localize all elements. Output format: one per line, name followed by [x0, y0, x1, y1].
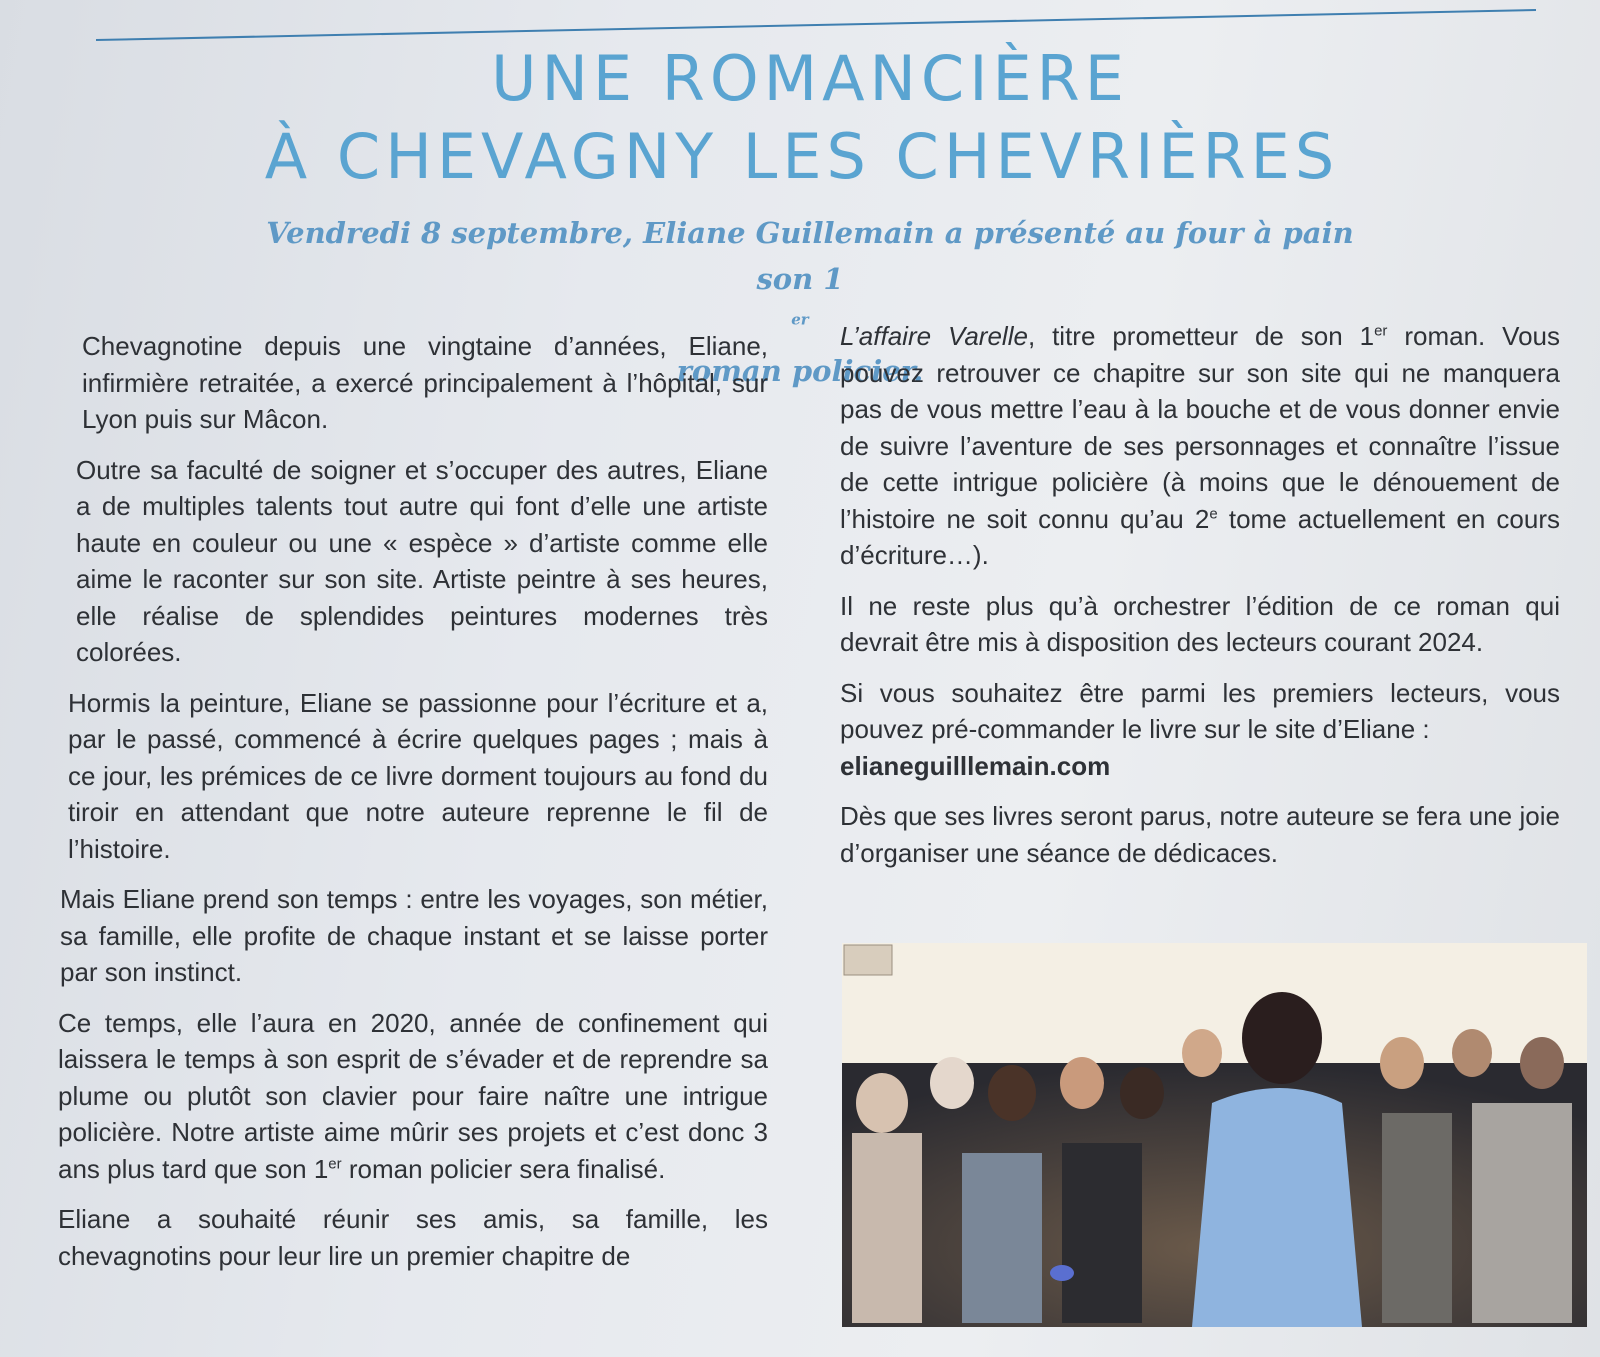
- paragraph-novel-title: [840, 318, 1560, 574]
- title-line-2: À CHEVAGNY LES CHEVRIÈRES: [264, 120, 1340, 193]
- right-column: [840, 318, 1560, 885]
- paragraph-preorder: [840, 675, 1560, 785]
- paragraph-reunion: Eliane a souhaité réunir ses amis, sa famille, les chevagnotins pour leur lire un premier chapitre de: [58, 1204, 768, 1271]
- ordinal-superscript: er: [328, 1154, 342, 1172]
- ordinal-superscript: er: [1374, 322, 1388, 340]
- paragraph-intro: Chevagnotine depuis une vingtaine d’années, Eliane, infirmière retraitée, a exercé principalement à l’hôpital, sur Lyon puis sur Mâcon.: [82, 331, 768, 434]
- title-line-1: UNE ROMANCIÈRE: [491, 42, 1129, 115]
- paragraph-writing: Hormis la peinture, Eliane se passionne pour l’écriture et a, par le passé, commencé à écrire quelques pages ; mais à ce jour, les prémices de ce livre dorment toujours au fond du tiroir en attendant que notre auteure reprenne le fil de l’histoire.: [68, 687, 768, 864]
- article-title: [0, 40, 1600, 196]
- ordinal-superscript: e: [1209, 504, 1218, 522]
- website-link[interactable]: elianeguilllemain.com: [840, 750, 1111, 781]
- photo-illustration: [842, 943, 1587, 1327]
- paragraph-novel-c: tome actuellement en cours d’écriture…).: [840, 503, 1560, 570]
- paragraph-confinement-end: roman policier sera finalisé.: [341, 1153, 666, 1184]
- paragraph-edition: Il ne reste plus qu’à orchestrer l’édition de ce roman qui devrait être mis à disposition des lecteurs courant 2024.: [840, 590, 1560, 657]
- novel-title: L’affaire Varelle: [840, 321, 1028, 351]
- paragraph-confinement-start: Ce temps, elle l’aura en 2020, année de confinement qui laissera le temps à son esprit de s’évader et de reprendre sa plume ou plutôt son clavier pour faire naître une intrigue policière. Notre artiste aime mûrir ses projets et c’est donc 3 ans plus tard que son 1: [58, 1007, 768, 1184]
- paragraph-novel-a: , titre prometteur de son 1: [1027, 321, 1375, 351]
- subtitle-line-1: Vendredi 8 septembre, Eliane Guillemain a présenté au four à pain: [266, 216, 1354, 250]
- subtitle-line-2-start: son 1: [756, 262, 844, 296]
- left-column: [58, 328, 768, 1288]
- event-photo: [842, 943, 1587, 1327]
- paragraph-preorder-text: Si vous souhaitez être parmi les premiers lecteurs, vous pouvez pré-commander le livre sur le site d’Eliane :: [840, 677, 1560, 744]
- paragraph-time: Mais Eliane prend son temps : entre les voyages, son métier, sa famille, elle profite de chaque instant et se laisse porter par son instinct.: [60, 884, 768, 987]
- paragraph-novel-b: roman. Vous pouvez retrouver ce chapitre sur son site qui ne manquera pas de vous mettre l’eau à la bouche et de vous donner envie de suivre l’aventure de ses personnages et connaître l’issue de cette intrigue policière (à moins que le dénouement de l’histoire ne soit connu qu’au 2: [840, 321, 1560, 534]
- paragraph-confinement: [58, 1005, 768, 1188]
- paragraph-talents: Outre sa faculté de soigner et s’occuper des autres, Eliane a de multiples talents tout autre qui font d’elle une artiste haute en couleur ou une « espèce » d’artiste comme elle aime le raconter sur son site. Artiste peintre à ses heures, elle réalise de splendides peintures modernes très colorées.: [76, 454, 768, 667]
- subtitle-line-2-end: roman policier.: [676, 354, 924, 388]
- ordinal-superscript: er: [791, 310, 809, 329]
- paragraph-signing: Dès que ses livres seront parus, notre auteure se fera une joie d’organiser une séance de dédicaces.: [840, 801, 1560, 868]
